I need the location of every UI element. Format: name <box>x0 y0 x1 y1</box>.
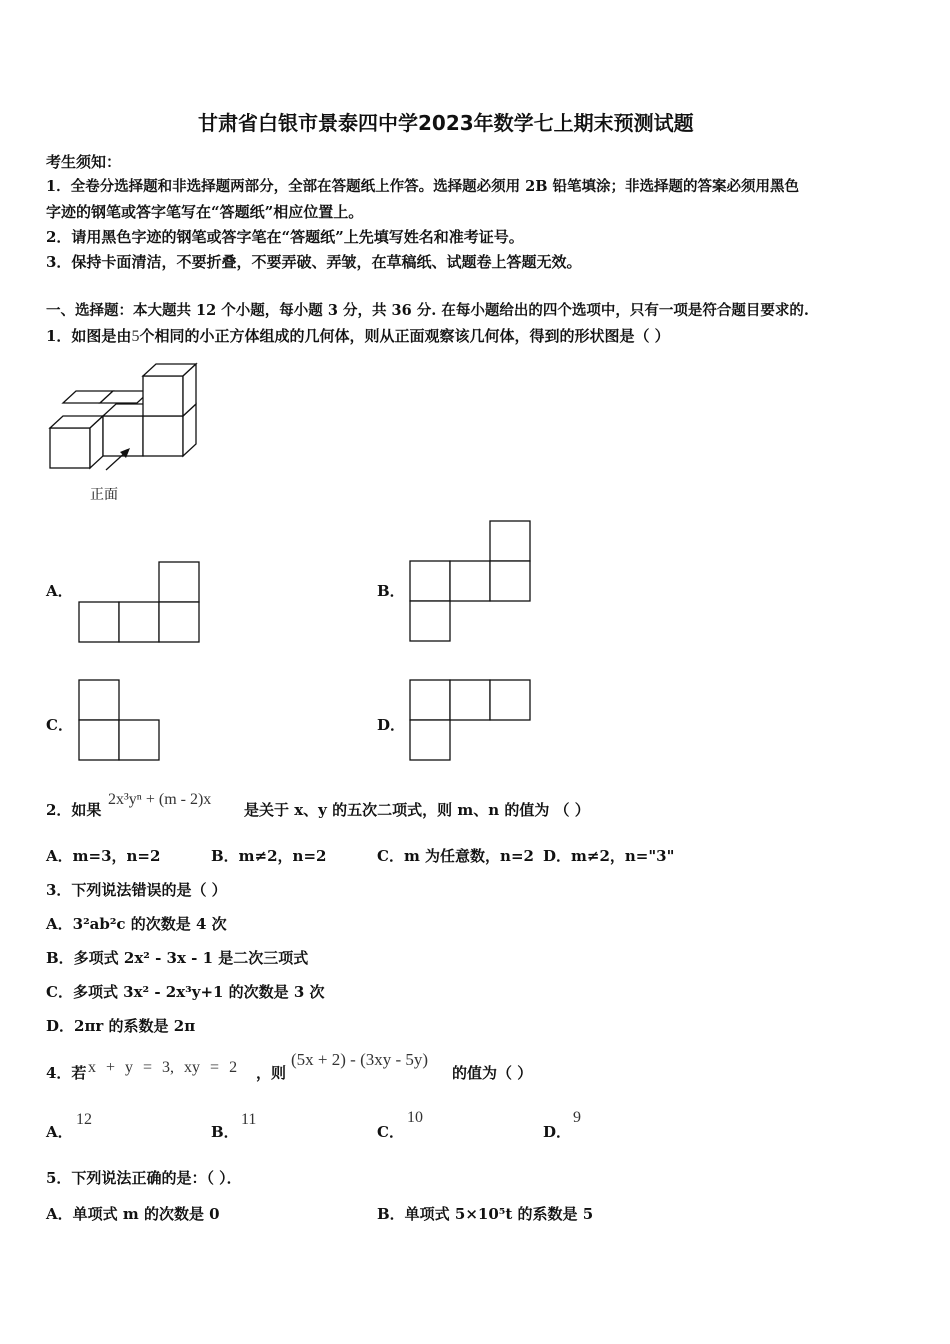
q4-option-b-value: 11 <box>241 1111 257 1128</box>
q2-option-c[interactable]: C．m 为任意数，n=2 <box>377 847 534 865</box>
q1-option-b-label[interactable]: B． <box>377 582 405 600</box>
q4-option-a-value: 12 <box>76 1111 92 1128</box>
q2-expression: 2x³yⁿ + (m - 2)x <box>108 791 212 808</box>
q1-num: 5 <box>131 328 140 345</box>
q3-stem: 3．下列说法错误的是（ ） <box>46 881 227 899</box>
q4-option-d-value: 9 <box>573 1109 581 1126</box>
q4-option-a-label[interactable]: A． <box>46 1123 73 1141</box>
q1-option-d-figure[interactable] <box>409 679 534 764</box>
q2-suffix: 是关于 x、y 的五次二项式，则 m、n 的值为 （ ） <box>244 801 590 819</box>
q2-option-d[interactable]: D．m≠2，n="3" <box>543 847 675 865</box>
section-heading: 一、选择题：本大题共 12 个小题，每小题 3 分，共 36 分. 在每小题给出的四个选项中，只有一项是符合题目要求的. <box>46 302 809 319</box>
q5-option-a[interactable]: A．单项式 m 的次数是 0 <box>46 1205 220 1223</box>
q4-mid: ，则 <box>256 1064 287 1082</box>
notice-line-1a: 1．全卷分选择题和非选择题两部分，全部在答题纸上作答。选择题必须用 2B 铅笔填涂；非选择题的答案必须用黑色 <box>46 178 800 195</box>
q1-text-a: 1．如图是由 <box>46 327 132 345</box>
q5-option-b[interactable]: B．单项式 5×10⁵t 的系数是 5 <box>377 1205 594 1223</box>
q1-option-a-figure[interactable] <box>78 561 203 646</box>
notice-line-3: 3．保持卡面清洁，不要折叠，不要弄破、弄皱，在草稿纸、试题卷上答题无效。 <box>46 253 582 271</box>
q1-solid-figure <box>46 362 206 482</box>
q1-option-a-label[interactable]: A． <box>46 582 73 600</box>
q4-option-d-label[interactable]: D． <box>543 1123 572 1141</box>
q4-option-b-label[interactable]: B． <box>211 1123 239 1141</box>
q1-stem <box>46 326 670 347</box>
notice-heading: 考生须知： <box>46 153 122 171</box>
q1-option-c-figure[interactable] <box>78 679 163 764</box>
notice-line-2: 2．请用黑色字迹的钢笔或答字笔在“答题纸”上先填写姓名和准考证号。 <box>46 228 524 246</box>
q3-option-a[interactable]: A．3²ab²c 的次数是 4 次 <box>46 915 227 933</box>
q3-option-b[interactable]: B．多项式 2x² - 3x - 1 是二次三项式 <box>46 949 309 967</box>
q3-option-d[interactable]: D．2πr 的系数是 2π <box>46 1017 196 1035</box>
q4-expression: (5x + 2) - (3xy - 5y) <box>291 1050 429 1069</box>
q1-option-c-label[interactable]: C． <box>46 716 73 734</box>
q2-prefix: 2．如果 <box>46 801 102 819</box>
q4-option-c-label[interactable]: C． <box>377 1123 404 1141</box>
q4-option-c-value: 10 <box>407 1109 423 1126</box>
q4-suffix: 的值为（ ） <box>452 1064 533 1082</box>
q1-option-b-figure[interactable] <box>409 520 534 645</box>
q5-stem: 5．下列说法正确的是：（ ）． <box>46 1169 242 1187</box>
front-label: 正面 <box>90 487 118 503</box>
q2-option-a[interactable]: A．m=3，n=2 <box>46 847 161 865</box>
q1-text-b: 个相同的小正方体组成的几何体，则从正面观察该几何体，得到的形状图是（ ） <box>139 327 670 345</box>
q4-condition: x + y = 3, xy = 2 <box>88 1059 238 1076</box>
q4-prefix: 4．若 <box>46 1064 87 1082</box>
q1-option-d-label[interactable]: D． <box>377 716 406 734</box>
page-title: 甘肃省白银市景泰四中学2023年数学七上期末预测试题 <box>198 111 694 135</box>
q3-option-c[interactable]: C．多项式 3x² - 2x³y+1 的次数是 3 次 <box>46 983 325 1001</box>
q2-option-b[interactable]: B．m≠2，n=2 <box>211 847 327 865</box>
notice-line-1b: 字迹的钢笔或答字笔写在“答题纸”相应位置上。 <box>46 203 364 221</box>
